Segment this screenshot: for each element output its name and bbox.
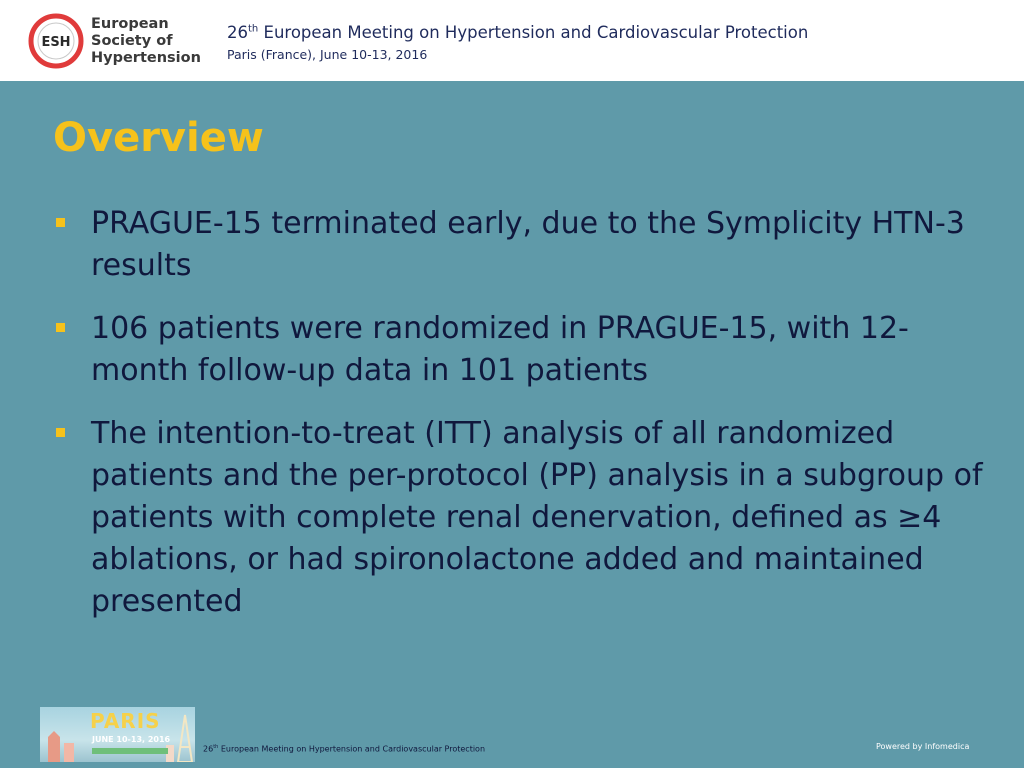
bullet-text: 106 patients were randomized in PRAGUE-15, with 12-month follow-up data in 101 patients — [91, 311, 909, 388]
footer-meeting-number: 26 — [203, 744, 214, 754]
square-bullet-icon — [56, 218, 65, 227]
badge-dates: JUNE 10-13, 2016 — [92, 735, 171, 744]
bullet-item — [53, 308, 983, 392]
meeting-number-suffix: th — [248, 23, 259, 35]
esh-logo — [27, 12, 85, 70]
slide-header — [0, 0, 1024, 81]
badge-strip — [92, 748, 168, 754]
square-bullet-icon — [56, 323, 65, 332]
paris-badge-image — [40, 707, 195, 762]
org-line: Society of — [91, 33, 173, 49]
footer-meeting-name: European Meeting on Hypertension and Cardiovascular Protection — [220, 744, 486, 754]
footer-meeting-title — [203, 744, 485, 754]
logo-label: ESH — [41, 35, 71, 50]
meeting-subtitle: Paris (France), June 10-13, 2016 — [227, 47, 428, 62]
meeting-title — [227, 23, 808, 42]
bullet-list — [53, 203, 983, 644]
org-line: European — [91, 16, 169, 32]
powered-by: Powered by Infomedica — [876, 742, 970, 751]
org-line: Hypertension — [91, 50, 201, 66]
badge-title: PARIS — [90, 709, 161, 733]
square-bullet-icon — [56, 428, 65, 437]
meeting-name: European Meeting on Hypertension and Cardiovascular Protection — [263, 23, 809, 42]
organization-name — [91, 16, 201, 67]
bullet-text: PRAGUE-15 terminated early, due to the Symplicity HTN-3 results — [91, 206, 965, 283]
bullet-item — [53, 413, 983, 623]
meeting-number: 26 — [227, 23, 248, 42]
bullet-item — [53, 203, 983, 287]
bullet-text: The intention-to-treat (ITT) analysis of all randomized patients and the per-protocol (PP) analysis in a subgroup of patients with complete renal denervation, defined as ≥4 ablations, or had spironolactone added and maintained presented — [91, 416, 983, 619]
slide-title: Overview — [53, 115, 264, 161]
footer-meeting-suffix: th — [213, 744, 219, 750]
